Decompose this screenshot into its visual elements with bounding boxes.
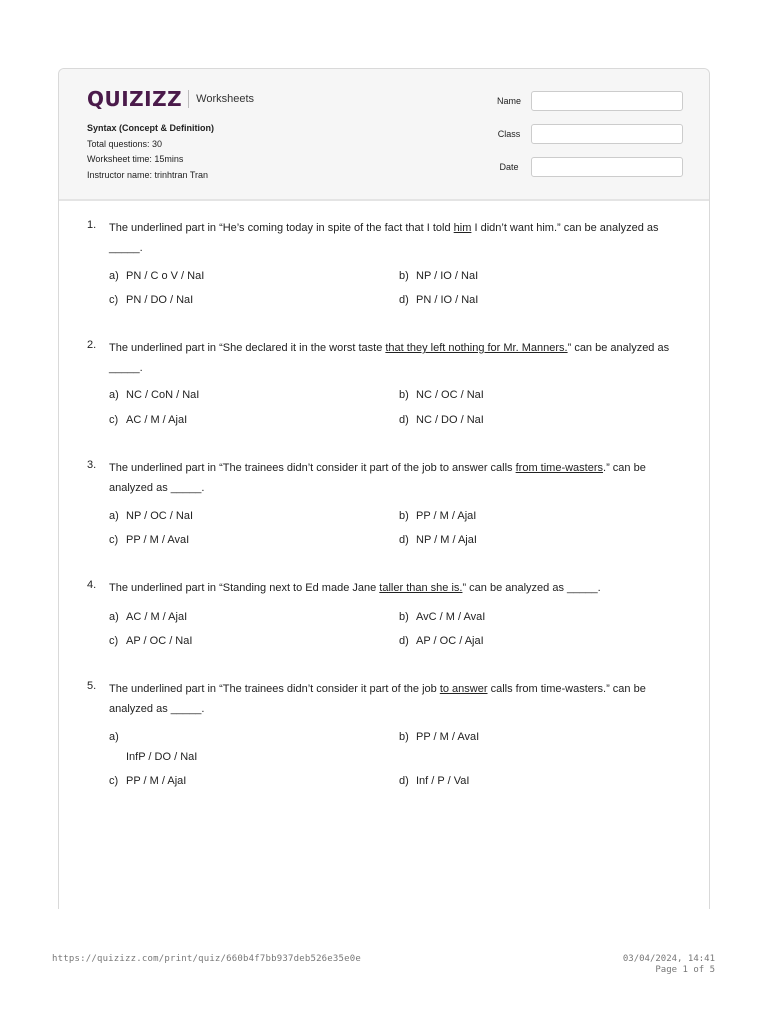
option-letter: d) <box>399 775 409 787</box>
option-b[interactable] <box>399 510 476 522</box>
option-d[interactable] <box>399 414 484 426</box>
option-letter: b) <box>399 270 409 282</box>
stem-text: I didn’t want him.” can be analyzed as _____. <box>109 222 659 254</box>
stem-text: The underlined part in “She declared it in the worst taste <box>109 342 386 354</box>
option-text: PP / M / AjaI <box>126 775 187 787</box>
option-b[interactable] <box>399 270 478 282</box>
question-stem <box>109 579 684 599</box>
option-d[interactable] <box>399 294 478 306</box>
name-field[interactable] <box>531 91 683 111</box>
underlined-part: from time-wasters <box>515 462 604 474</box>
date-field-row <box>489 157 683 177</box>
option-text: AvC / M / AvaI <box>416 611 486 623</box>
option-c[interactable] <box>109 635 192 647</box>
option-c[interactable] <box>109 294 193 306</box>
class-field[interactable] <box>531 124 683 144</box>
instructor-name: Instructor name: trinhtran Tran <box>87 169 209 180</box>
footer-url: https://quizizz.com/print/quiz/660b4f7bb937deb526e35e0e <box>52 954 362 964</box>
option-text: PP / M / AvaI <box>416 731 480 743</box>
option-a[interactable] <box>109 510 193 522</box>
option-text: NP / M / AjaI <box>416 534 477 546</box>
option-text: PN / C o V / NaI <box>126 270 205 282</box>
option-text: Inf / P / VaI <box>416 775 470 787</box>
option-c[interactable] <box>109 775 186 787</box>
worksheet-meta <box>87 121 214 183</box>
logo-label: Worksheets <box>196 93 255 105</box>
question-stem <box>109 339 684 378</box>
option-text: AP / OC / NaI <box>126 635 193 647</box>
option-letter: b) <box>399 731 409 743</box>
footer-info <box>623 954 715 976</box>
stem-text: The underlined part in “The trainees didn’t consider it part of the job <box>109 683 440 695</box>
option-d[interactable] <box>399 775 469 787</box>
option-a[interactable] <box>109 611 187 623</box>
class-label: Class <box>497 129 521 139</box>
option-letter: b) <box>399 510 409 522</box>
question-number: 2. <box>87 339 97 351</box>
underlined-part: taller than she is. <box>379 582 463 594</box>
total-questions: Total questions: 30 <box>87 138 163 149</box>
date-field[interactable] <box>531 157 683 177</box>
option-d[interactable] <box>399 635 484 647</box>
stem-text: ” can be analyzed as _____. <box>462 582 601 594</box>
option-b[interactable] <box>399 731 479 743</box>
option-text: PN / DO / NaI <box>126 294 194 306</box>
page-number: Page 1 of 5 <box>655 965 715 975</box>
question-stem <box>109 219 684 258</box>
option-text: InfP / DO / NaI <box>126 751 198 763</box>
option-text: AC / M / AjaI <box>126 414 188 426</box>
question-stem <box>109 459 684 498</box>
worksheet-time: Worksheet time: 15mins <box>87 154 184 164</box>
option-a[interactable] <box>109 731 197 763</box>
stem-text: .” can be analyzed as _____. <box>109 462 646 494</box>
option-text: PP / M / AjaI <box>416 510 477 522</box>
worksheet-sheet <box>58 68 710 909</box>
stem-text: The underlined part in “The trainees didn’t consider it part of the job to answer calls <box>109 462 516 474</box>
option-text: NC / DO / NaI <box>416 414 484 426</box>
question-number: 4. <box>87 579 97 591</box>
question-stem <box>109 680 684 719</box>
worksheet-title: Syntax (Concept & Definition) <box>87 123 215 133</box>
option-d[interactable] <box>399 534 477 546</box>
option-text: PP / M / AvaI <box>126 534 190 546</box>
option-c[interactable] <box>109 414 187 426</box>
logo-row <box>87 87 254 111</box>
stem-text: The underlined part in “He’s coming today in spite of the fact that I told <box>109 222 454 234</box>
option-letter: d) <box>399 414 409 426</box>
worksheet-header <box>59 69 709 201</box>
quizizz-logo: QUIZIZZ <box>87 87 183 111</box>
option-letter: a) <box>109 611 119 623</box>
question-number: 3. <box>87 459 97 471</box>
option-text: NP / OC / NaI <box>126 510 194 522</box>
option-letter: d) <box>399 294 409 306</box>
option-text: NP / IO / NaI <box>416 270 479 282</box>
option-letter: a) <box>109 731 119 743</box>
option-text: NC / OC / NaI <box>416 389 484 401</box>
question-number: 1. <box>87 219 97 231</box>
stem-text: ” can be analyzed as _____. <box>109 342 670 374</box>
underlined-part: that they left nothing for Mr. Manners. <box>385 342 568 354</box>
option-letter: d) <box>399 534 409 546</box>
option-letter: b) <box>399 611 409 623</box>
option-letter: c) <box>109 414 119 426</box>
option-a[interactable] <box>109 389 199 401</box>
option-letter: c) <box>109 775 119 787</box>
option-b[interactable] <box>399 389 484 401</box>
option-letter: a) <box>109 510 119 522</box>
option-letter: b) <box>399 389 409 401</box>
option-text: AP / OC / AjaI <box>416 635 484 647</box>
question-number: 5. <box>87 680 97 692</box>
option-c[interactable] <box>109 534 189 546</box>
underlined-part: him <box>453 222 472 234</box>
underlined-part: to answer <box>439 683 488 695</box>
option-letter: c) <box>109 635 119 647</box>
date-label: Date <box>499 162 519 172</box>
option-letter: d) <box>399 635 409 647</box>
option-letter: c) <box>109 534 119 546</box>
logo-divider <box>188 90 189 108</box>
option-letter: c) <box>109 294 119 306</box>
option-text: NC / CoN / NaI <box>126 389 200 401</box>
class-field-row <box>489 124 683 144</box>
option-letter: a) <box>109 270 119 282</box>
stem-text: calls from time-wasters.” can be analyzed as _____. <box>109 683 646 715</box>
stem-text: The underlined part in “Standing next to Ed made Jane <box>109 582 380 594</box>
option-text: AC / M / AjaI <box>126 611 188 623</box>
option-text: PN / IO / NaI <box>416 294 479 306</box>
option-b[interactable] <box>399 611 485 623</box>
name-field-row <box>489 91 683 111</box>
print-datetime: 03/04/2024, 14:41 <box>622 954 715 964</box>
option-letter: a) <box>109 389 119 401</box>
option-a[interactable] <box>109 270 204 282</box>
name-label: Name <box>496 96 521 106</box>
